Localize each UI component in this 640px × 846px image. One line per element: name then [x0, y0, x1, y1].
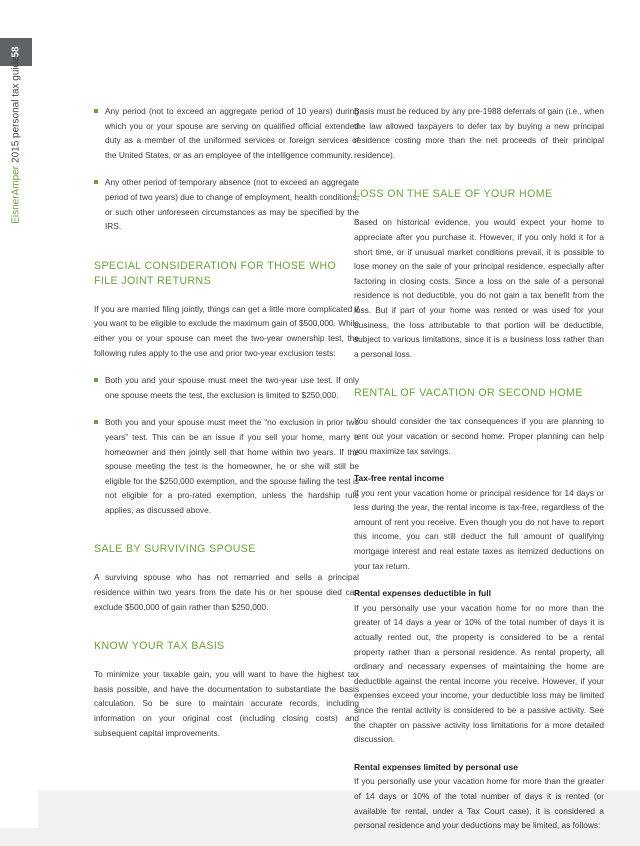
- running-head: [11, 56, 22, 224]
- paragraph: If you are married filing jointly, things can get a little more complicated if you want to be eligible to exclude the maximum gain of $500,000. While either you or your spouse can meet the two-year ownership test, the following rules apply to the use and prior two-year exclusion tests:: [94, 303, 359, 358]
- left-column: [94, 104, 359, 753]
- bullet-item: Both you and your spouse must meet the two-year use test. If only one spouse meets the test, the exclusion is limited to $250,000.: [94, 373, 359, 402]
- page-number: 58: [10, 46, 22, 58]
- paragraph: If you personally use your vacation home for no more than the greater of 14 days a year or 10% of the total number of days it is actually rented out, the property is considered to be a rental property rather than a personal residence. As rental property, all ordinary and necessary expenses of maintaining the home are deductible against the rental income you receive. However, if your expenses exceed your income, your deductible loss may be limited since the rental activity is considered to be a passive activity. See the chapter on passive activity loss limitations for a more detailed discussion.: [354, 602, 604, 745]
- paragraph: If you rent your vacation home or principal residence for 14 days or less during the year, the rental income is tax-free, regardless of the amount of rent you receive. Even though you do not have to report this income, you can still deduct the full amount of qualifying mortgage interest and real estate taxes as itemized deductions on your tax return.: [354, 487, 604, 571]
- paragraph: Based on historical evidence, you would expect your home to appreciate after you purchase it. However, if you only hold it for a short time, or if unusual market conditions prevail, it is possible to lose money on the sale of your principal residence, especially after factoring in closing costs. Since a loss on the sale of a personal residence is not deductible, you do not gain a tax benefit from the loss. But if part of your home was rented or was used for your business, the loss attributable to that portion will be deductible, subject to various limitations, since it is a business loss rather than a personal loss.: [354, 217, 604, 359]
- subheading-deductible-full: Rental expenses deductible in full: [354, 588, 491, 599]
- paragraph: You should consider the tax consequences if you are planning to rent out your vacation or second home. Proper planning can help you maximize tax savings.: [354, 416, 604, 456]
- brand-name: EisnerAmper: [10, 165, 22, 224]
- sidebar: [0, 0, 38, 828]
- section-heading-joint-returns: SPECIAL CONSIDERATION FOR THOSE WHO FILE JOINT RETURNS: [94, 259, 337, 287]
- subheading-limited-personal-use: Rental expenses limited by personal use: [354, 761, 518, 772]
- document-page: [38, 0, 640, 831]
- paragraph: If you personally use your vacation home for more than the greater of 14 days or 10% of the total number of days it is rented (or available for rental, under a Tax Court case), it is considered a personal residence and your deductions may be limited, as follows:: [354, 776, 604, 831]
- bullet-item: Both you and your spouse must meet the “no exclusion in prior two years” test. This can be an issue if you sell your home, marry a homeowner and then jointly sell that home within two years. If the spouse meeting the test is the homeowner, he or she will still be eligible for the $250,000 exemption, and the spouse failing the test is not eligible for a pro-rated exemption, unless the hardship rule applies, as discussed above.: [94, 415, 359, 517]
- section-heading-tax-basis: KNOW YOUR TAX BASIS: [94, 640, 225, 653]
- subheading-tax-free: Tax-free rental income: [354, 473, 445, 484]
- paragraph: Basis must be reduced by any pre-1988 deferrals of gain (i.e., when the law allowed taxpayers to defer tax by buying a new principal residence costing more than the net proceeds of their principal residence).: [354, 106, 604, 160]
- paragraph: To minimize your taxable gain, you will want to have the highest tax basis possible, and have the documentation to substantiate the basis calculation. So be sure to maintain accurate records, including information on your original cost (including closing costs) and subsequent capital improvements.: [94, 669, 359, 738]
- section-heading-surviving-spouse: SALE BY SURVIVING SPOUSE: [94, 543, 256, 556]
- bullet-item: Any other period of temporary absence (not to exceed an aggregate period of two years) due to change of employment, health conditions, or such other unforeseen circumstances as may be specified by the IRS.: [94, 175, 359, 233]
- bullet-item: Any period (not to exceed an aggregate period of 10 years) during which you or your spouse are serving on qualified official extended duty as a member of the uniformed services or foreign services of the United States, or as an employee of the intelligence community.: [94, 104, 359, 162]
- right-column: [354, 104, 604, 846]
- section-heading-rental: RENTAL OF VACATION OR SECOND HOME: [354, 387, 583, 400]
- section-heading-loss: LOSS ON THE SALE OF YOUR HOME: [354, 188, 553, 201]
- paragraph: A surviving spouse who has not remarried and sells a principal residence within two years from the date his or her spouse died can exclude $500,000 of gain rather than $250,000.: [94, 572, 359, 612]
- guide-title: 2015 personal tax guide: [10, 56, 22, 163]
